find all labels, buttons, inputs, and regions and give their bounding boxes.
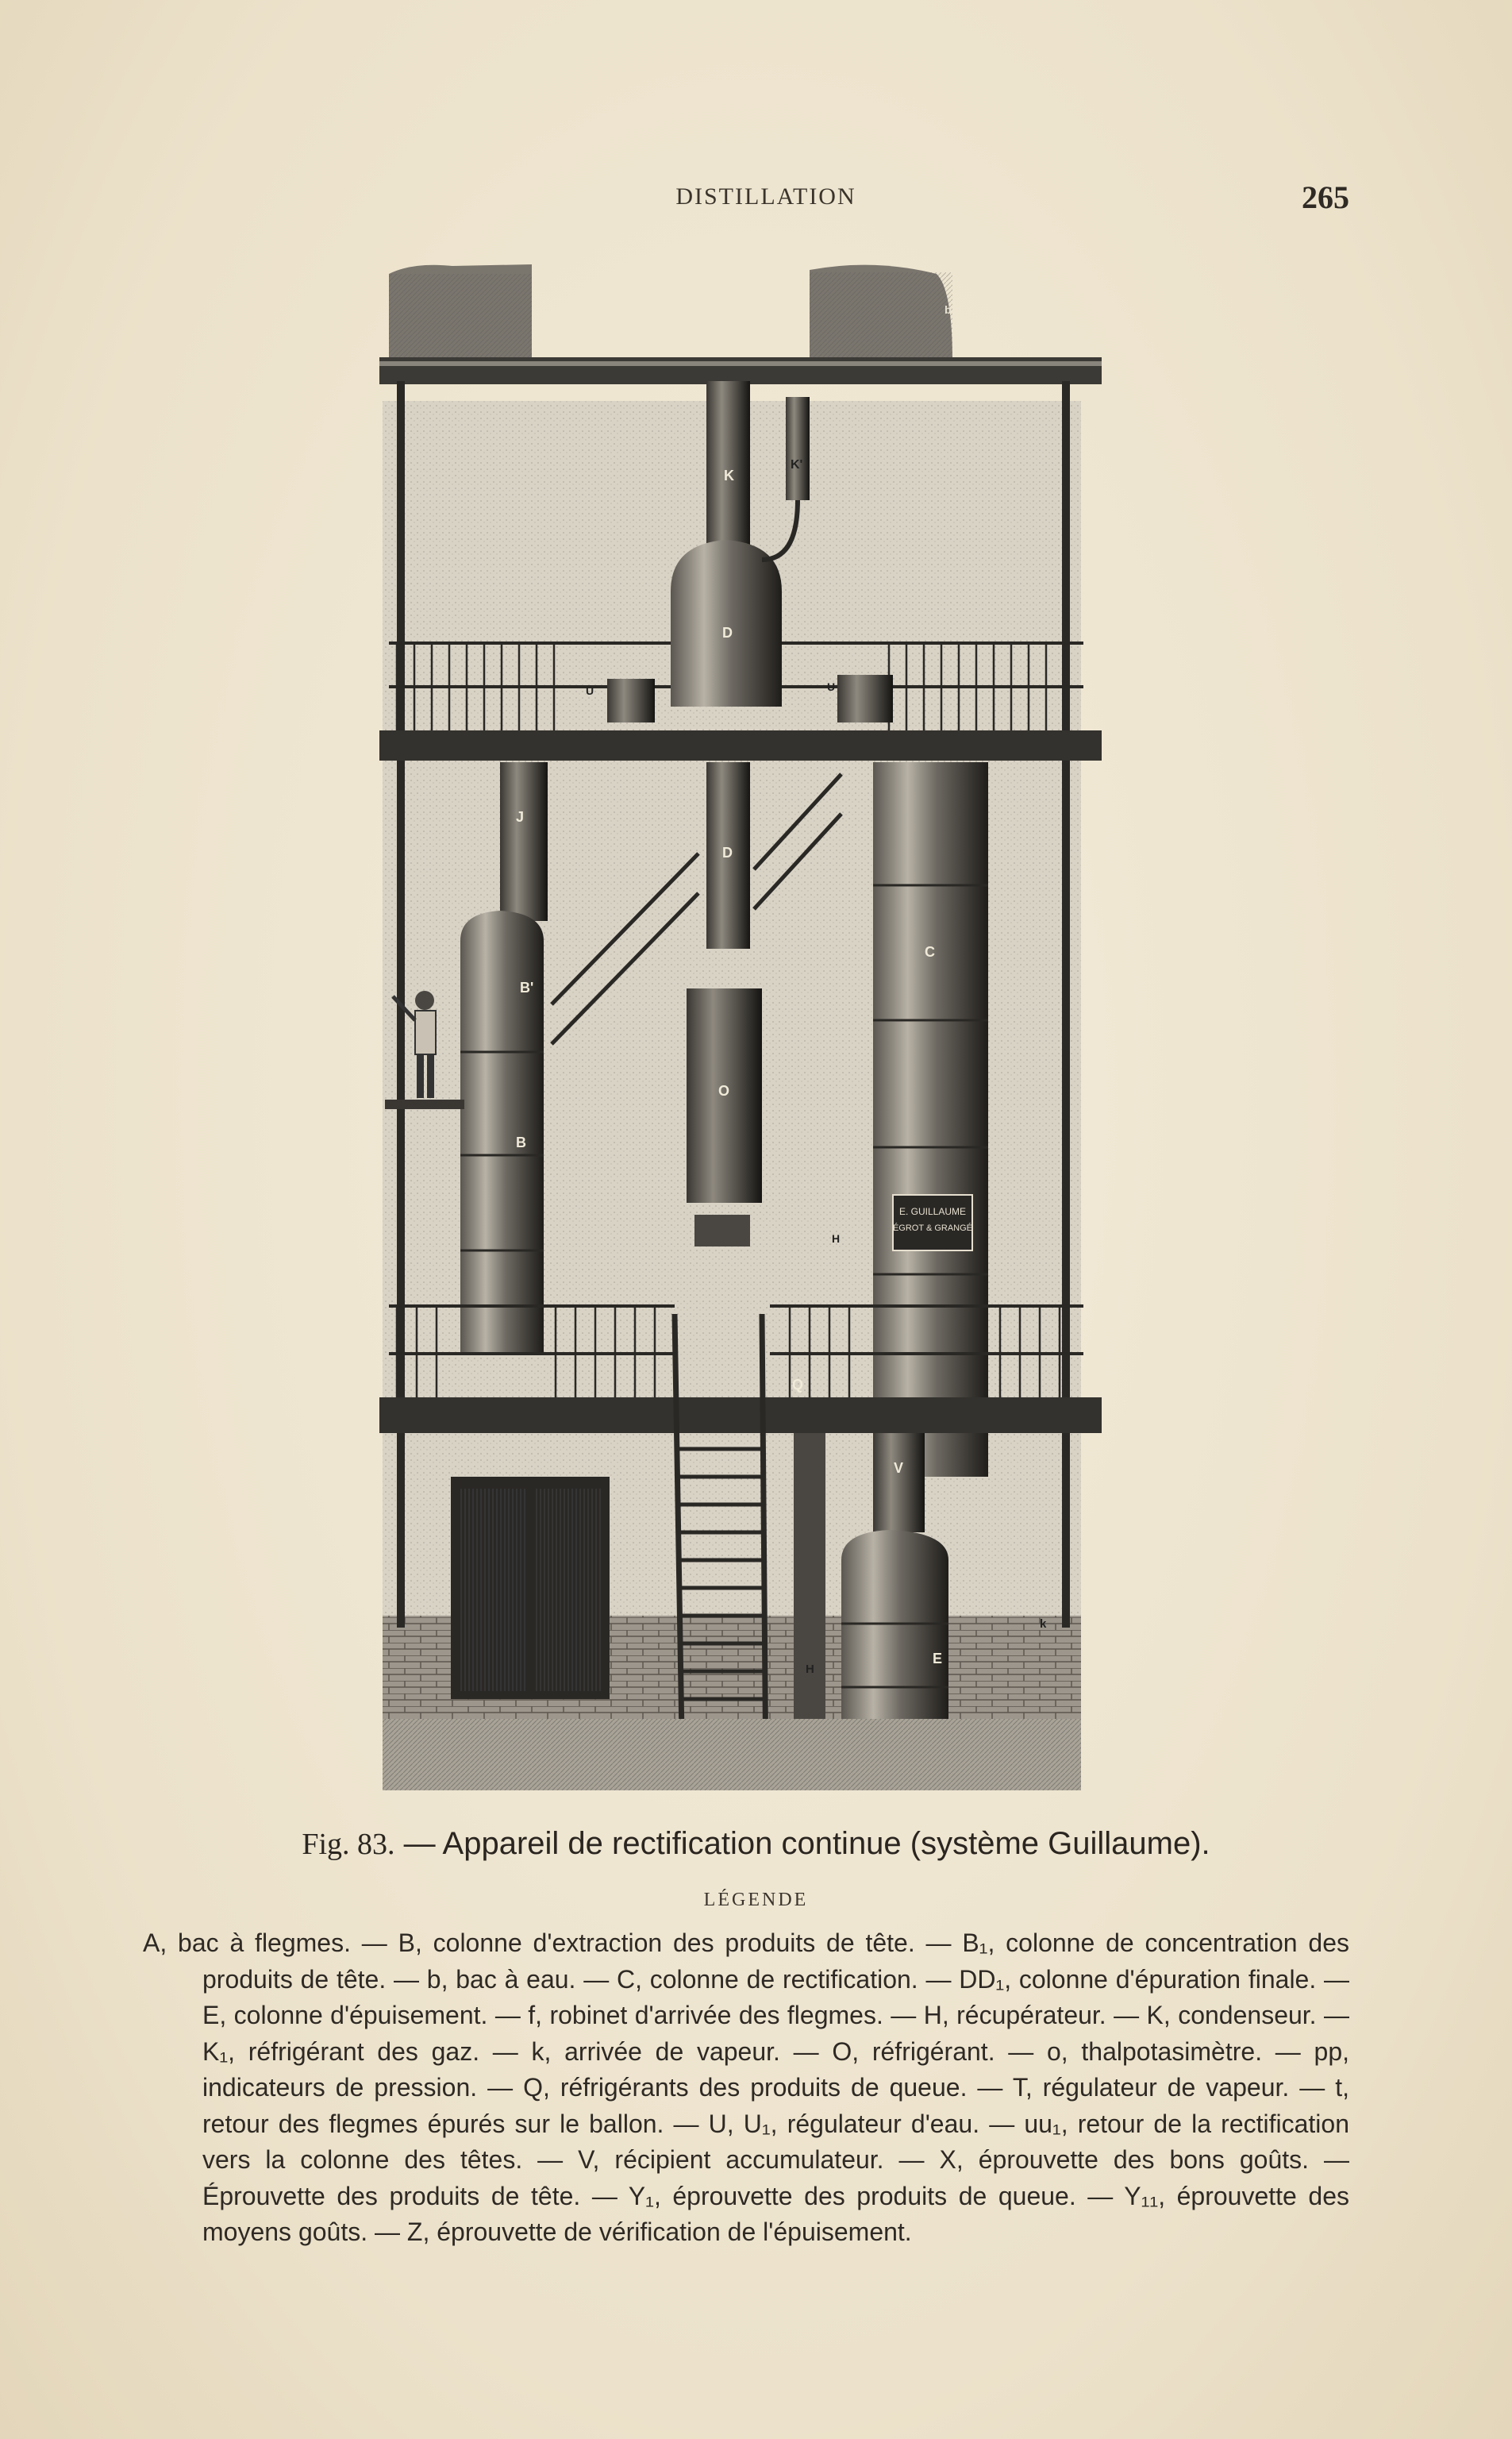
vessel-v (873, 1433, 925, 1532)
right-post (1062, 381, 1070, 1628)
letter-c: C (925, 944, 935, 960)
upper-platform (379, 730, 1102, 761)
column-d-dome (671, 540, 782, 707)
letter-j: J (516, 809, 525, 825)
page-header (183, 179, 1349, 226)
condenser-k (786, 397, 810, 500)
lower-platform (379, 1397, 1102, 1433)
legend-text: A, bac à flegmes. — B, colonne d'extraction des produits de tête. — B₁, colonne de concentration des produits de tête. — b, bac à eau. — C, colonne de rectification. — DD₁, colonne d'épuration finale. — E, colonne d'épuisement. — f, robinet d'arrivée des flegmes. — H, récupérateur. — K, condenseur. — K₁, réfrigérant des gaz. — k, arrivée de vapeur. — O, réfrigérant. — o, thalpotasimètre. — pp, indicateurs de pression. — Q, réfrigérants des produits de queue. — T, régulateur de vapeur. — t, retour des flegmes épurés sur le ballon. — U, U₁, régulateur d'eau. — uu₁, retour de la rectification vers la colonne des têtes. — V, récipient accumulateur. — X, éprouvette des bons goûts. — Éprouvette des produits de tête. — Y₁, éprouvette des produits de queue. — Y₁₁, éprouvette des moyens goûts. — Z, éprouvette de vérification de l'épuisement. (143, 1928, 1349, 2246)
letter-e: E (933, 1651, 943, 1666)
letter-d-upper: D (722, 625, 733, 641)
letter-v: V (894, 1460, 904, 1476)
letter-b: B (516, 1135, 526, 1150)
plate-line-1: E. GUILLAUME (898, 1206, 967, 1217)
letter-k-lower: k (1040, 1617, 1047, 1631)
page-number: 265 (1302, 179, 1349, 215)
column-d-upper (706, 381, 750, 548)
maker-plate (893, 1195, 972, 1250)
running-title: DISTILLATION (675, 183, 856, 210)
figure-label: Fig. 83. (302, 1828, 395, 1861)
letter-u-right: U (827, 680, 836, 693)
apparatus-engraving (365, 258, 1111, 1794)
caption-text: — Appareil de rectification continue (système Guillaume). (394, 1826, 1210, 1861)
column-b (460, 911, 544, 1354)
letter-q: Q (792, 1377, 804, 1393)
letter-k: K (724, 468, 734, 484)
letter-b-tank: b (945, 303, 952, 316)
letter-b-prime: B' (520, 980, 534, 996)
legend-block (143, 1925, 1349, 2251)
plate-line-2: ÉGROT & GRANGÉ (892, 1223, 973, 1233)
figure-caption (119, 1826, 1393, 1862)
column-j (500, 762, 548, 921)
legend-heading: LÉGENDE (703, 1890, 809, 1910)
column-c (873, 762, 988, 1477)
letter-u-left: U (586, 684, 594, 697)
letter-d-lower: D (722, 845, 733, 861)
letter-k-prime: K' (791, 458, 803, 472)
letter-h-lower: H (806, 1663, 814, 1676)
letter-o: O (718, 1083, 730, 1099)
letter-h-upper: H (832, 1232, 841, 1245)
